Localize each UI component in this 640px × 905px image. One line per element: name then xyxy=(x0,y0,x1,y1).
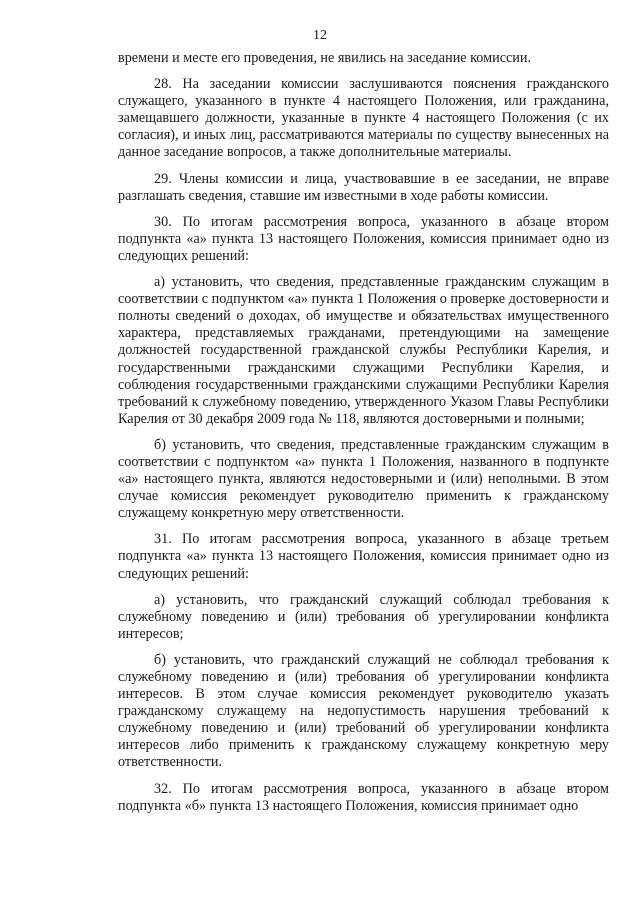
paragraph-item-30-b: б) установить, что сведения, представленные гражданским служащим в соответствии с подпунктом «а» пункта 1 Положения, названного в подпункте «а» настоящего пункта, являются недостоверными и (или) неполными. В этом случае комиссия рекомендует руководителю применить к гражданскому служащему конкретную меру ответственности. xyxy=(118,436,609,522)
paragraph-item-31-a: а) установить, что гражданский служащий соблюдал требования к служебному поведению и (или) требования об урегулировании конфликта интересов; xyxy=(118,591,609,642)
paragraph-item-28: 28. На заседании комиссии заслушиваются пояснения гражданского служащего, указанного в пункте 4 настоящего Положения, или гражданина, замещавшего должности, указанные в пункте 4 настоящего Положения (с их согласия), и иных лиц, рассматриваются материалы по существу вынесенных на данное заседание вопросов, а также дополнительные материалы. xyxy=(118,76,609,161)
paragraph-item-30: 30. По итогам рассмотрения вопроса, указанного в абзаце втором подпункта «а» пункта 13 настоящего Положения, комиссия принимает одно из следующих решений: xyxy=(118,213,609,264)
paragraph-continuation: времени и месте его проведения, не явились на заседание комиссии. xyxy=(118,50,532,66)
paragraph-item-30-a: а) установить, что сведения, представленные гражданским служащим в соответствии с подпунктом «а» пункта 1 Положения о проверке достоверности и полноты сведений о доходах, об имуществе и обязательствах имущественного характера, представляемых гражданами, претендующими на замещение должностей государственной гражданской службы Республики Карелия, и государственными гражданскими служащими Республики Карелия, и соблюдения государственными гражданскими служащими Республики Карелия требований к служебному поведению, утвержденного Указом Главы Республики Карелия от 30 декабря 2009 года № 118, являются достоверными и полными; xyxy=(118,274,609,427)
paragraph-item-29: 29. Члены комиссии и лица, участвовавшие в ее заседании, не вправе разглашать сведения, ставшие им известными в ходе работы комиссии. xyxy=(118,170,609,204)
paragraph-item-31: 31. По итогам рассмотрения вопроса, указанного в абзаце третьем подпункта «а» пункта 13 настоящего Положения, комиссия принимает одно из следующих решений: xyxy=(118,531,609,582)
paragraph-item-32: 32. По итогам рассмотрения вопроса, указанного в абзаце втором подпункта «б» пункта 13 настоящего Положения, комиссия принимает одно xyxy=(118,780,609,814)
paragraph-item-31-b: б) установить, что гражданский служащий не соблюдал требования к служебному поведению и (или) требования об урегулировании конфликта интересов. В этом случае комиссия рекомендует руководителю указать гражданскому служащему на недопустимость нарушения требований к служебному поведению и (или) требований об урегулировании конфликта интересов либо применить к гражданскому служащему конкретную меру ответственности. xyxy=(118,651,609,771)
document-body xyxy=(118,50,609,824)
page-number: 12 xyxy=(313,28,327,43)
